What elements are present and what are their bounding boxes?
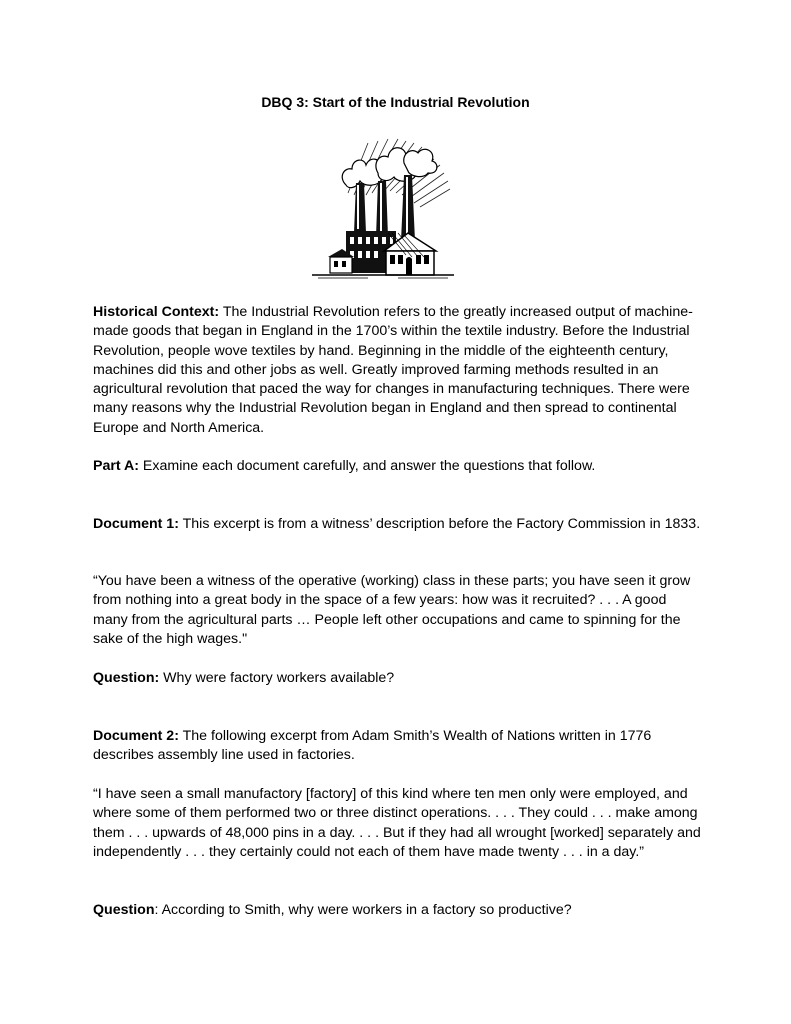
document-2-intro [93, 727, 701, 766]
historical-context-text: The Industrial Revolution refers to the greatly increased output of machine-made goods that began in England in the 1700’s within the textile industry. Before the Industrial Revolution, people wove textiles by hand. Beginning in the middle of the eighteenth century, machines did this and other jobs as well. Greatly improved farming methods resulted in an agricultural revolution that paced the way for changes in manufacturing techniques. There were many reasons why the Industrial Revolution began in England and then spread to continental Europe and North America. [93, 304, 693, 436]
document-2-question [93, 901, 701, 920]
document-2-label: Document 2: [93, 728, 179, 744]
historical-context-label: Historical Context: [93, 304, 220, 320]
document-1-label: Document 1: [93, 516, 179, 532]
historical-context [93, 303, 701, 438]
factory-smokestacks-icon [308, 133, 458, 283]
document-1-question-label: Question: [93, 670, 160, 686]
document-1-intro [93, 515, 701, 534]
document-1-intro-text: This excerpt is from a witness’ description before the Factory Commission in 1833. [178, 516, 701, 532]
document-2-question-text: : According to Smith, why were workers in a factory so productive? [154, 902, 572, 918]
part-a-label: Part A: [93, 458, 139, 474]
part-a [93, 457, 701, 476]
document-2-quote-text: “I have seen a small manufactory [factory] of this kind where ten men only were employed, and where some of them performed two or three distinct operations. . . . They could . . . make among them . . . upwards of 48,000 pins in a day. . . . But if they had all wrought [worked] separately and independently . . . they certainly could not each of them have made twenty . . . in a day.” [93, 786, 701, 860]
document-2-question-label: Question [93, 902, 155, 918]
document-2-quote [93, 785, 701, 862]
document-1-question [93, 669, 701, 688]
document-1-quote-text: “You have been a witness of the operative (working) class in these parts; you have seen it grow from nothing into a great body in the space of a few years: how was it recruited? . . . A good many from the agricultural parts … People left other occupations and came to spinning for the sake of the high wages." [93, 573, 691, 647]
part-a-text: Examine each document carefully, and answer the questions that follow. [138, 458, 596, 474]
document-1-quote [93, 572, 701, 649]
document-1-question-text: Why were factory workers available? [159, 670, 395, 686]
page-title: DBQ 3: Start of the Industrial Revolution [261, 94, 530, 110]
document-2-intro-text: The following excerpt from Adam Smith’s Wealth of Nations written in 1776 describes assembly line used in factories. [93, 728, 652, 764]
